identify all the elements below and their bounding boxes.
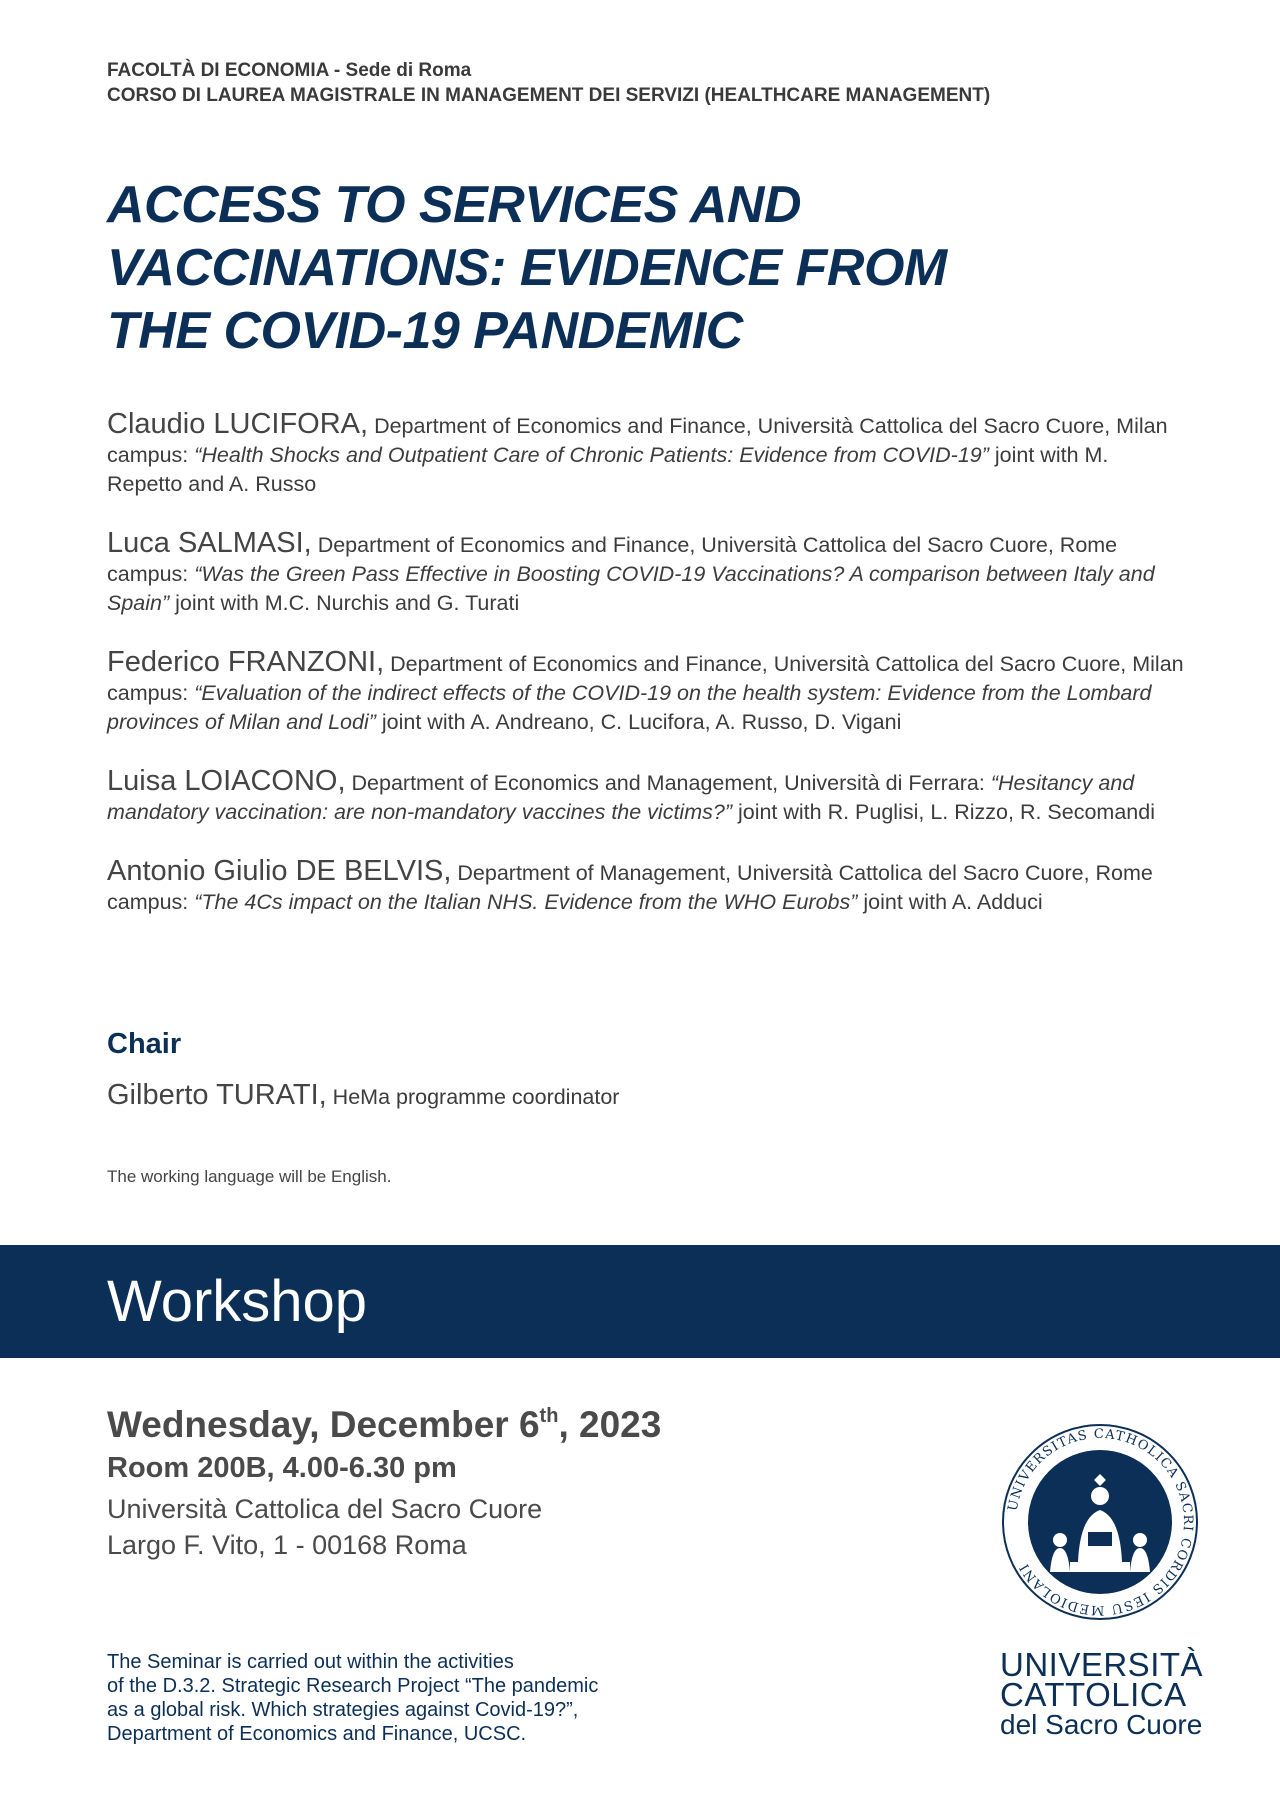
seal-text: UNIVERSITAS CATHOLICA SACRI CORDIS IESU MEDIOLANI [1005, 1426, 1196, 1618]
language-note: The working language will be English. [107, 1167, 392, 1186]
title-line: VACCINATIONS: EVIDENCE FROM [107, 239, 947, 297]
venue-name: Università Cattolica del Sacro Cuore [107, 1494, 543, 1524]
university-wordmark [1000, 1646, 1204, 1740]
coauthors: joint with A. Adduci [857, 890, 1043, 914]
chair-name: Gilberto TURATI, [107, 1079, 327, 1111]
faculty-header [107, 58, 990, 108]
speaker-list [107, 410, 1187, 947]
note-line: Department of Economics and Finance, UCSC. [107, 1723, 527, 1745]
workshop-title: Workshop [107, 1269, 368, 1334]
speaker-affiliation: Department of Economics and Management, Università di Ferrara: [345, 771, 991, 795]
seminar-note [107, 1650, 667, 1746]
note-line: The Seminar is carried out within the activities [107, 1651, 514, 1673]
talk-title: “Evaluation of the indirect effects of the COVID-19 on the health system: Evidence from the Lombard provinces of Milan and Lodi” [107, 681, 1152, 734]
talk-title: “Was the Green Pass Effective in Boosting COVID-19 Vaccinations? A comparison between Italy and Spain” [107, 562, 1155, 615]
speaker-name: Antonio Giulio DE BELVIS, [107, 855, 452, 887]
date-ordinal: th [539, 1405, 559, 1427]
date-year: , 2023 [558, 1404, 662, 1445]
speaker-entry [107, 410, 1187, 499]
title-line: THE COVID-19 PANDEMIC [107, 302, 743, 360]
coauthors: joint with R. Puglisi, L. Rizzo, R. Secomandi [731, 800, 1155, 824]
speaker-name: Federico FRANZONI, [107, 646, 385, 678]
event-title [107, 174, 1107, 363]
speaker-name: Claudio LUCIFORA, [107, 408, 369, 440]
event-date [107, 1404, 661, 1446]
title-line: ACCESS TO SERVICES AND [107, 176, 802, 234]
chair-role: HeMa programme coordinator [326, 1085, 620, 1109]
speaker-affiliation: Department of Economics and Finance, Università Cattolica del Sacro Cuore, Rome campus: [107, 533, 1118, 586]
event-venue [107, 1491, 542, 1563]
date-text: Wednesday, December 6 [107, 1404, 540, 1445]
coauthors: joint with M. Repetto and A. Russo [107, 443, 1109, 496]
talk-title: “The 4Cs impact on the Italian NHS. Evidence from the WHO Eurobs” [194, 890, 858, 914]
speaker-affiliation: Department of Economics and Finance, Università Cattolica del Sacro Cuore, Milan campus: [107, 652, 1184, 705]
speaker-name: Luca SALMASI, [107, 527, 312, 559]
coauthors: joint with M.C. Nurchis and G. Turati [169, 591, 520, 615]
wordmark-line: CATTOLICA [1000, 1676, 1187, 1713]
event-room-time: Room 200B, 4.00-6.30 pm [107, 1452, 457, 1484]
speaker-affiliation: Department of Economics and Finance, Università Cattolica del Sacro Cuore, Milan campus: [107, 414, 1168, 467]
speaker-name: Luisa LOIACONO, [107, 765, 346, 797]
note-line: of the D.3.2. Strategic Research Project “The pandemic [107, 1675, 599, 1697]
chair-heading: Chair [107, 1028, 182, 1060]
speaker-entry [107, 648, 1187, 737]
chair-entry [107, 1079, 619, 1112]
course-line: CORSO DI LAUREA MAGISTRALE IN MANAGEMENT DEI SERVIZI (HEALTHCARE MANAGEMENT) [107, 85, 991, 106]
university-seal-icon [1000, 1422, 1200, 1622]
speaker-affiliation: Department of Management, Università Cattolica del Sacro Cuore, Rome campus: [107, 861, 1153, 914]
wordmark-line: UNIVERSITÀ [1000, 1646, 1204, 1683]
talk-title: “Hesitancy and mandatory vaccination: are non-mandatory vaccines the victims?” [107, 771, 1135, 824]
speaker-entry [107, 529, 1187, 618]
note-line: as a global risk. Which strategies against Covid-19?”, [107, 1699, 579, 1721]
wordmark-line: del Sacro Cuore [1000, 1709, 1203, 1740]
venue-address: Largo F. Vito, 1 - 00168 Roma [107, 1530, 467, 1560]
faculty-line: FACOLTÀ DI ECONOMIA - Sede di Roma [107, 60, 472, 81]
speaker-entry [107, 767, 1187, 827]
speaker-entry [107, 857, 1187, 917]
talk-title: “Health Shocks and Outpatient Care of Chronic Patients: Evidence from COVID-19” [194, 443, 989, 467]
coauthors: joint with A. Andreano, C. Lucifora, A. Russo, D. Vigani [375, 710, 902, 734]
